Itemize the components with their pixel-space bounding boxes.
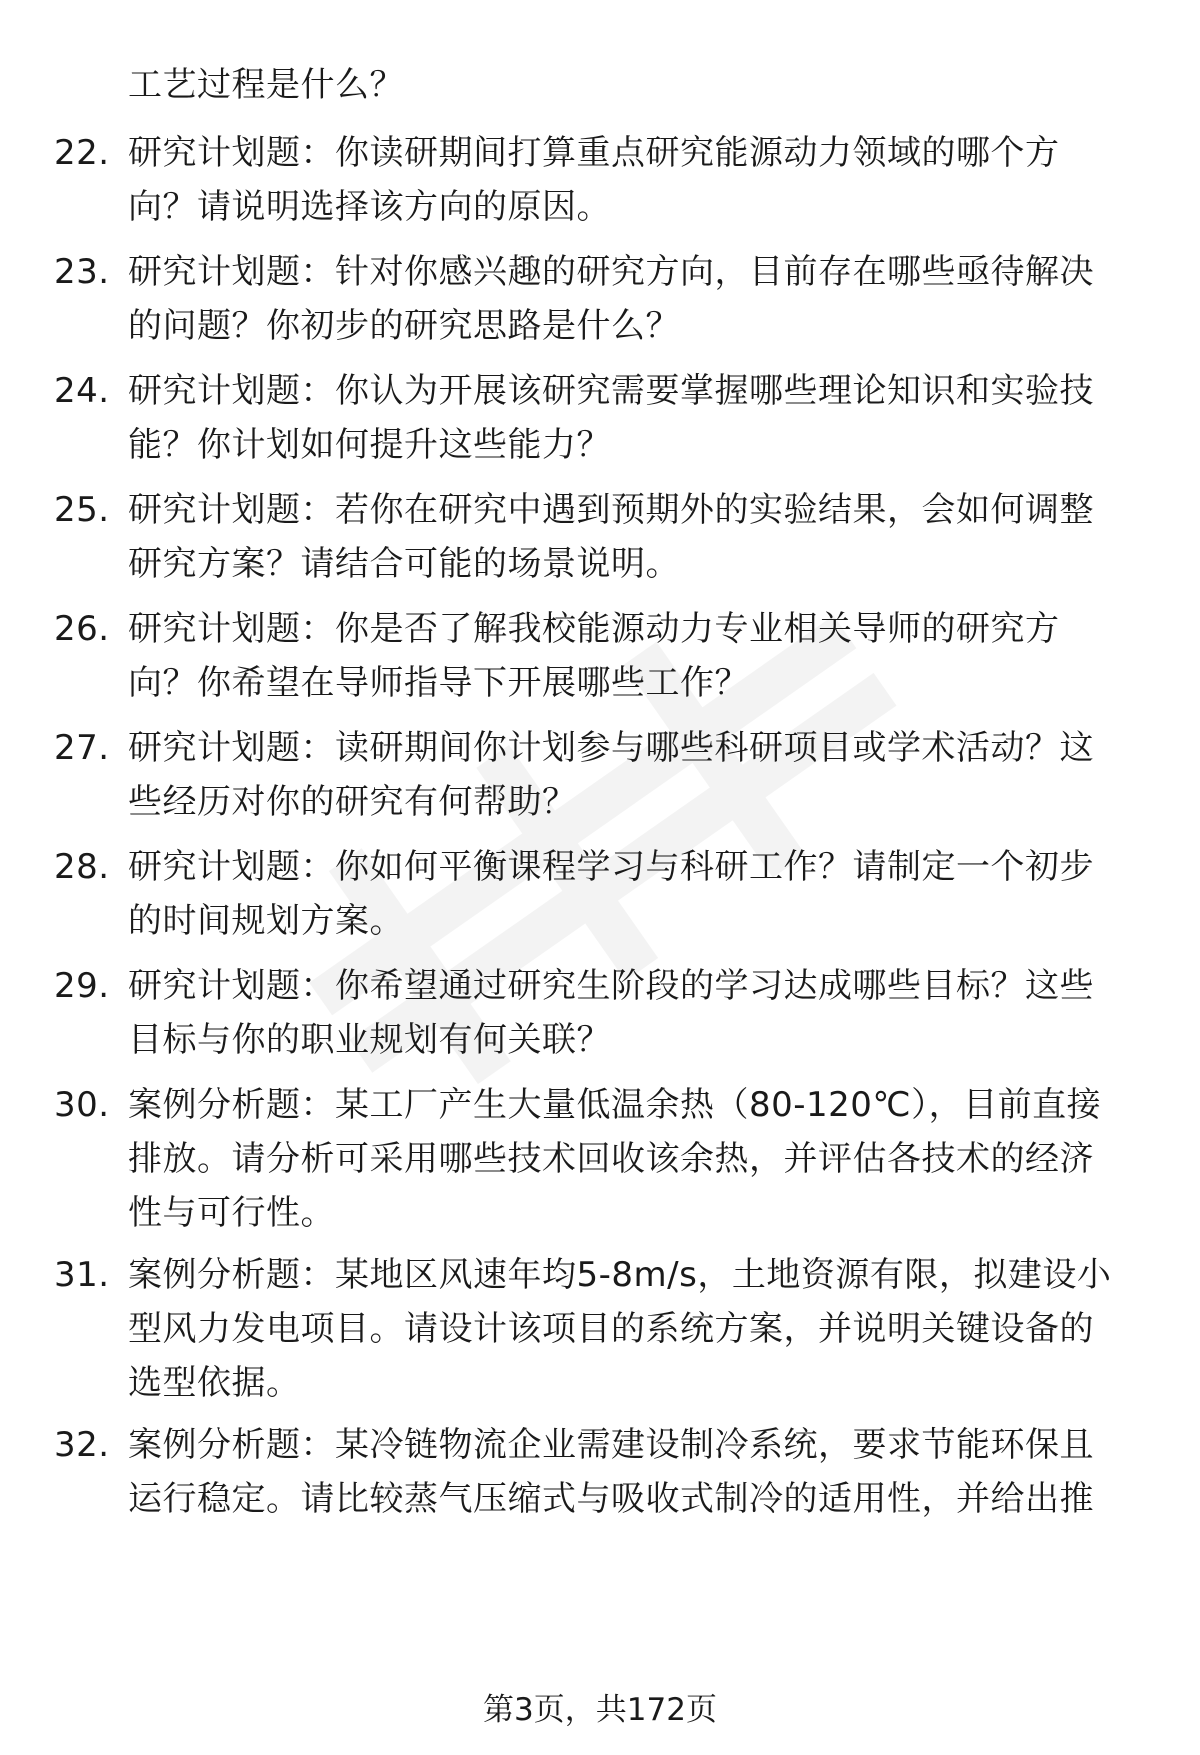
question-number: 22. [54, 133, 110, 173]
question-text: 案例分析题：某冷链物流企业需建设制冷系统，要求节能环保且 运行稳定。请比较蒸气压缩式与吸收式制冷的适用性，并给出推 [128, 1425, 1094, 1519]
question-number: 26. [54, 609, 110, 649]
question-text: 研究计划题：若你在研究中遇到预期外的实验结果，会如何调整 研究方案？请结合可能的场景说明。 [128, 490, 1094, 584]
question-number: 24. [54, 371, 110, 411]
question-text: 案例分析题：某工厂产生大量低温余热（80-120℃），目前直接 排放。请分析可采用哪些技术回收该余热，并评估各技术的经济 性与可行性。 [128, 1085, 1102, 1233]
question-number: 27. [54, 728, 110, 768]
question-text: 案例分析题：某地区风速年均5-8m/s，土地资源有限，拟建设小 型风力发电项目。请设计该项目的系统方案，并说明关键设备的 选型依据。 [128, 1255, 1112, 1403]
question-number: 29. [54, 966, 110, 1006]
question-text: 研究计划题：读研期间你计划参与哪些科研项目或学术活动？这 些经历对你的研究有何帮助？ [128, 728, 1094, 822]
continued-line: 工艺过程是什么？ [128, 65, 404, 105]
question-number: 28. [54, 847, 110, 887]
question-number: 30. [54, 1085, 110, 1125]
question-text: 研究计划题：你认为开展该研究需要掌握哪些理论知识和实验技 能？你计划如何提升这些能力？ [128, 371, 1094, 465]
page-footer: 第3页，共172页 [483, 1692, 717, 1728]
question-text: 研究计划题：你读研期间打算重点研究能源动力领域的哪个方 向？请说明选择该方向的原因。 [128, 133, 1060, 227]
question-text: 研究计划题：针对你感兴趣的研究方向，目前存在哪些亟待解决 的问题？你初步的研究思路是什么？ [128, 252, 1094, 346]
question-number: 31. [54, 1255, 110, 1295]
question-number: 32. [54, 1425, 110, 1465]
question-text: 研究计划题：你如何平衡课程学习与科研工作？请制定一个初步 的时间规划方案。 [128, 847, 1094, 941]
question-text: 研究计划题：你是否了解我校能源动力专业相关导师的研究方 向？你希望在导师指导下开展哪些工作？ [128, 609, 1060, 703]
question-text: 研究计划题：你希望通过研究生阶段的学习达成哪些目标？这些 目标与你的职业规划有何关联？ [128, 966, 1094, 1060]
question-number: 23. [54, 252, 110, 292]
question-number: 25. [54, 490, 110, 530]
